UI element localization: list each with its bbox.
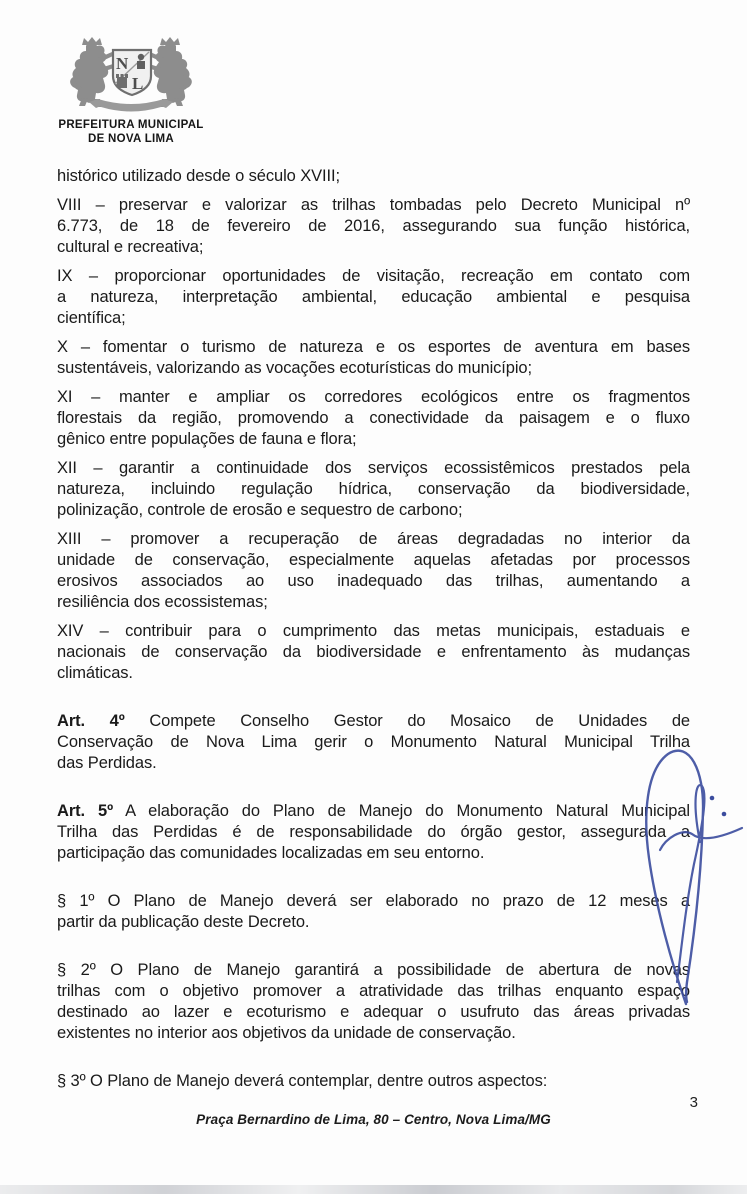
paragraph-line: VIII – preservar e valorizar as trilhas tombadas pelo Decreto Municipal nº	[57, 196, 690, 214]
paragraph-line: § 2º O Plano de Manejo garantirá a possibilidade de abertura de novas	[57, 961, 690, 979]
paragraph	[57, 195, 690, 258]
paragraph	[57, 458, 690, 521]
svg-text:N: N	[116, 54, 129, 73]
paragraph	[57, 891, 690, 933]
paragraph-line: Conservação de Nova Lima gerir o Monumento Natural Municipal Trilha	[57, 733, 690, 751]
paragraph-line: partir da publicação deste Decreto.	[57, 913, 310, 931]
page-number: 3	[689, 1094, 698, 1111]
document-body	[0, 146, 747, 1092]
paragraph-line: resiliência dos ecossistemas;	[57, 593, 268, 611]
paragraph-line: existentes no interior aos objetivos da unidade de conservação.	[57, 1024, 516, 1042]
paragraph-line: XIV – contribuir para o cumprimento das metas municipais, estaduais e	[57, 622, 690, 640]
paragraph	[57, 960, 690, 1044]
paragraph-line: XI – manter e ampliar os corredores ecológicos entre os fragmentos	[57, 388, 690, 406]
paragraph-line	[57, 801, 690, 822]
paragraph	[57, 166, 690, 187]
paragraph-line: histórico utilizado desde o século XVIII;	[57, 167, 340, 185]
paragraph-line: gênico entre populações de fauna e flora;	[57, 430, 357, 448]
paragraph-line: científica;	[57, 309, 126, 327]
paragraph	[57, 621, 690, 684]
paragraph-line: XIII – promover a recuperação de áreas degradadas no interior da	[57, 530, 690, 548]
paragraph-line: polinização, controle de erosão e sequestro de carbono;	[57, 501, 463, 519]
paragraph	[57, 529, 690, 613]
coat-of-arms-logo	[55, 36, 207, 114]
footer-address: Praça Bernardino de Lima, 80 – Centro, Nova Lima/MG	[196, 1112, 551, 1127]
paragraph-line: § 3º O Plano de Manejo deverá contemplar, dentre outros aspectos:	[57, 1072, 548, 1090]
paragraph-line: XII – garantir a continuidade dos serviços ecossistêmicos prestados pela	[57, 459, 690, 477]
svg-text:L: L	[132, 74, 144, 93]
org-name-line1: PREFEITURA MUNICIPAL	[58, 119, 204, 131]
paragraph-text: A elaboração do Plano de Manejo do Monumento Natural Municipal	[125, 802, 690, 820]
paragraph-line: natureza, incluindo regulação hídrica, conservação da biodiversidade,	[57, 480, 690, 498]
paragraph-line: 6.773, de 18 de fevereiro de 2016, assegurando sua função histórica,	[57, 217, 690, 235]
paragraph-line: participação das comunidades localizadas em seu entorno.	[57, 844, 485, 862]
paragraph-line: unidade de conservação, especialmente aquelas afetadas por processos	[57, 551, 690, 569]
paragraph-text: Compete Conselho Gestor do Mosaico de Unidades de	[149, 712, 690, 730]
letterhead	[0, 0, 747, 146]
paragraph-line: § 1º O Plano de Manejo deverá ser elaborado no prazo de 12 meses a	[57, 892, 690, 910]
article-label: Art. 5º	[57, 802, 114, 820]
paragraph-line: das Perdidas.	[57, 754, 157, 772]
org-name-line2: DE NOVA LIMA	[87, 133, 174, 145]
paragraph-line: IX – proporcionar oportunidades de visitação, recreação em contato com	[57, 267, 690, 285]
paragraph	[57, 337, 690, 379]
paragraph-line: Trilha das Perdidas é de responsabilidade do órgão gestor, assegurada a	[57, 823, 690, 841]
paragraph	[57, 266, 690, 329]
paragraph	[57, 387, 690, 450]
paragraph-line: nacionais de conservação da biodiversidade e enfrentamento às mudanças	[57, 643, 690, 661]
paragraph-line: trilhas com o objetivo promover a atratividade das trilhas enquanto espaço	[57, 982, 690, 1000]
paragraph-line: X – fomentar o turismo de natureza e os esportes de aventura em bases	[57, 338, 690, 356]
paragraph-line: destinado ao lazer e ecoturismo e adequar o usufruto das áreas privadas	[57, 1003, 690, 1021]
paragraph-line: climáticas.	[57, 664, 133, 682]
paragraph	[57, 711, 690, 774]
paragraph	[57, 1071, 690, 1092]
paragraph-line: erosivos associados ao uso inadequado das trilhas, aumentando a	[57, 572, 690, 590]
paragraph-line	[57, 711, 690, 732]
paragraph-line: cultural e recreativa;	[57, 238, 204, 256]
paragraph	[57, 801, 690, 864]
paragraph-line: a natureza, interpretação ambiental, educação ambiental e pesquisa	[57, 288, 690, 306]
paragraph-line: sustentáveis, valorizando as vocações ecoturísticas do município;	[57, 359, 532, 377]
paragraph-line: florestais da região, promovendo a conectividade da paisagem e o fluxo	[57, 409, 690, 427]
article-label: Art. 4º	[57, 712, 125, 730]
scan-edge-artifact	[0, 1185, 747, 1194]
